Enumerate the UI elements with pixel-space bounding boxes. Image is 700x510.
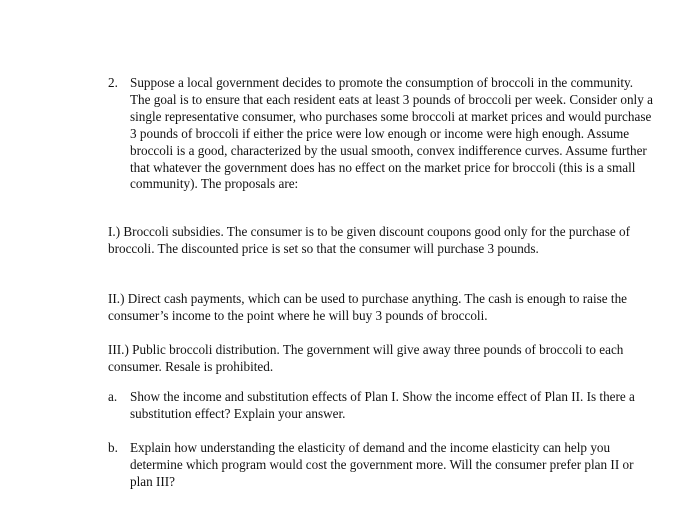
question-number: 2. (108, 75, 118, 90)
plan-2-direct-cash-payments: II.) Direct cash payments, which can be used to purchase anything. The cash is enough to raise the consumer’s income to the point where he will buy 3 pounds of broccoli. (108, 291, 628, 323)
subquestion-b (108, 440, 653, 491)
plan-1-broccoli-subsidies: I.) Broccoli subsidies. The consumer is to be given discount coupons good only for the purchase of broccoli. The discounted price is set so that the consumer will purchase 3 pounds. (108, 224, 631, 256)
subquestion-a (108, 389, 653, 423)
question-2 (108, 75, 653, 193)
subquestion-b-label: b. (108, 440, 118, 455)
plan-3-public-distribution: III.) Public broccoli distribution. The government will give away three pounds of broccoli to each consumer. Resale is prohibited. (108, 342, 624, 374)
subquestion-a-text: Show the income and substitution effects of Plan I. Show the income effect of Plan II. Is there a substitution effect? Explain your answer. (130, 389, 635, 421)
subquestion-b-text: Explain how understanding the elasticity of demand and the income elasticity can help you determine which program would cost the government more. Will the consumer prefer plan II or plan III? (130, 440, 634, 489)
question-text: Suppose a local government decides to promote the consumption of broccoli in the community. The goal is to ensure that each resident eats at least 3 pounds of broccoli per week. Consider only a single representative consumer, who purchases some broccoli at market prices and would purchase 3 pounds of broccoli if either the price were low enough or income were high enough. Assume broccoli is a good, characterized by the usual smooth, convex indifference curves. Assume further that whatever the government does has no effect on the market price for broccoli (this is a small community). The proposals are: (130, 75, 653, 192)
subquestion-a-label: a. (108, 389, 118, 404)
